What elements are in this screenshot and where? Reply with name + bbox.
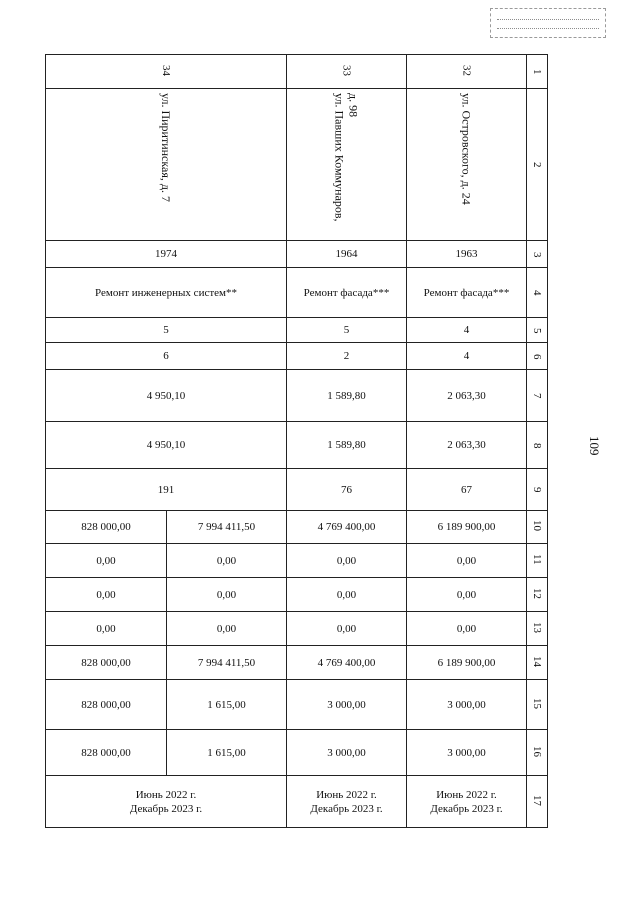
- period-cell: [287, 776, 407, 828]
- table-cell: 0,00: [407, 544, 527, 578]
- row-number: 8: [531, 442, 543, 448]
- address-cell: ул. Островского, д. 24: [459, 93, 474, 205]
- table-row: [46, 646, 548, 680]
- period-start: Июнь 2022 г.: [135, 788, 197, 801]
- table-cell: 0,00: [287, 544, 407, 578]
- table-cell: 3 000,00: [407, 730, 527, 776]
- period-end: Декабрь 2023 г.: [310, 802, 383, 815]
- table-cell: 5: [46, 318, 287, 343]
- row-number: 3: [531, 251, 543, 257]
- table-cell: 1 615,00: [167, 730, 287, 776]
- row-number: 10: [531, 520, 543, 531]
- table-cell: 828 000,00: [46, 511, 167, 544]
- table-cell: 0,00: [46, 544, 167, 578]
- table-row: [46, 680, 548, 730]
- table-row: [46, 89, 548, 241]
- table-cell: 67: [407, 469, 527, 511]
- table-cell: 3 000,00: [287, 680, 407, 730]
- table-cell: 3 000,00: [287, 730, 407, 776]
- table-row: [46, 544, 548, 578]
- table-cell: 191: [46, 469, 287, 511]
- row-number: 9: [531, 487, 543, 493]
- table-row: [46, 318, 548, 343]
- table-row: [46, 55, 548, 89]
- period-cell: [46, 776, 287, 828]
- work-type-cell: Ремонт фасада***: [407, 268, 527, 318]
- table-row: [46, 241, 548, 268]
- address-cell: ул. Пиритинская, д. 7: [159, 93, 173, 202]
- table-cell: 76: [287, 469, 407, 511]
- row-number: 13: [531, 621, 543, 633]
- row-number: 5: [531, 327, 543, 333]
- row-number: 15: [531, 697, 543, 709]
- year-cell: 1964: [287, 241, 407, 268]
- row-number: 11: [531, 553, 543, 565]
- table-cell: 2 063,30: [407, 370, 527, 422]
- column-index: 34: [160, 64, 172, 76]
- table-row: [46, 776, 548, 828]
- table-cell: 3 000,00: [407, 680, 527, 730]
- row-number: 16: [531, 745, 543, 757]
- page-number: 109: [587, 436, 602, 456]
- table-cell: 0,00: [46, 612, 167, 646]
- table-cell: 4 769 400,00: [287, 511, 407, 544]
- table-row: [46, 422, 548, 469]
- table-cell: 4 950,10: [46, 370, 287, 422]
- row-number: 17: [531, 794, 543, 806]
- table-cell: 0,00: [46, 578, 167, 612]
- row-number: 7: [531, 393, 543, 399]
- table-cell: 6 189 900,00: [407, 646, 527, 680]
- table-cell: 4 950,10: [46, 422, 287, 469]
- row-number: 14: [531, 655, 543, 667]
- table-cell: 0,00: [407, 612, 527, 646]
- row-number: 12: [531, 587, 543, 599]
- table-cell: 6 189 900,00: [407, 511, 527, 544]
- table-cell: 7 994 411,50: [167, 511, 287, 544]
- table-cell: 0,00: [167, 578, 287, 612]
- data-table: [45, 54, 548, 828]
- period-start: Июнь 2022 г.: [316, 788, 377, 801]
- table-cell: 828 000,00: [46, 646, 167, 680]
- table-row: [46, 343, 548, 370]
- address-cell-line2: д. 98: [346, 93, 361, 118]
- table-cell: 2 063,30: [407, 422, 527, 469]
- period-end: Декабрь 2023 г.: [129, 802, 203, 815]
- work-type-cell: Ремонт инженерных систем**: [46, 268, 287, 318]
- table-row: [46, 370, 548, 422]
- table-cell: 0,00: [407, 578, 527, 612]
- table-cell: 0,00: [287, 612, 407, 646]
- row-number: 4: [531, 290, 543, 296]
- year-cell: 1974: [46, 241, 287, 268]
- column-index: 32: [460, 64, 473, 76]
- year-cell: 1963: [407, 241, 527, 268]
- row-number: 6: [531, 353, 543, 359]
- table-row: [46, 578, 548, 612]
- table-cell: 1 615,00: [167, 680, 287, 730]
- period-end: Декабрь 2023 г.: [430, 802, 503, 815]
- period-start: Июнь 2022 г.: [436, 788, 497, 801]
- table-cell: 5: [287, 318, 407, 343]
- row-number: 2: [531, 162, 543, 168]
- document-stamp: [490, 8, 606, 38]
- period-cell: [407, 776, 527, 828]
- table-cell: 2: [287, 343, 407, 370]
- work-type-cell: Ремонт фасада***: [287, 268, 407, 318]
- table-cell: 0,00: [167, 612, 287, 646]
- table-cell: 0,00: [167, 544, 287, 578]
- row-number: 1: [531, 69, 543, 75]
- table-cell: 828 000,00: [46, 680, 167, 730]
- table-cell: 6: [46, 343, 287, 370]
- table-row: [46, 612, 548, 646]
- table-cell: 4: [407, 343, 527, 370]
- table-cell: 4 769 400,00: [287, 646, 407, 680]
- table-row: [46, 268, 548, 318]
- table-row: [46, 469, 548, 511]
- address-cell-line1: ул. Павших Коммунаров,: [332, 93, 347, 222]
- table-row: [46, 511, 548, 544]
- column-index: 33: [340, 64, 353, 76]
- table-cell: 0,00: [287, 578, 407, 612]
- table-cell: 1 589,80: [287, 422, 407, 469]
- table-cell: 1 589,80: [287, 370, 407, 422]
- table-cell: 7 994 411,50: [167, 646, 287, 680]
- table-cell: 4: [407, 318, 527, 343]
- table-row: [46, 730, 548, 776]
- table-cell: 828 000,00: [46, 730, 167, 776]
